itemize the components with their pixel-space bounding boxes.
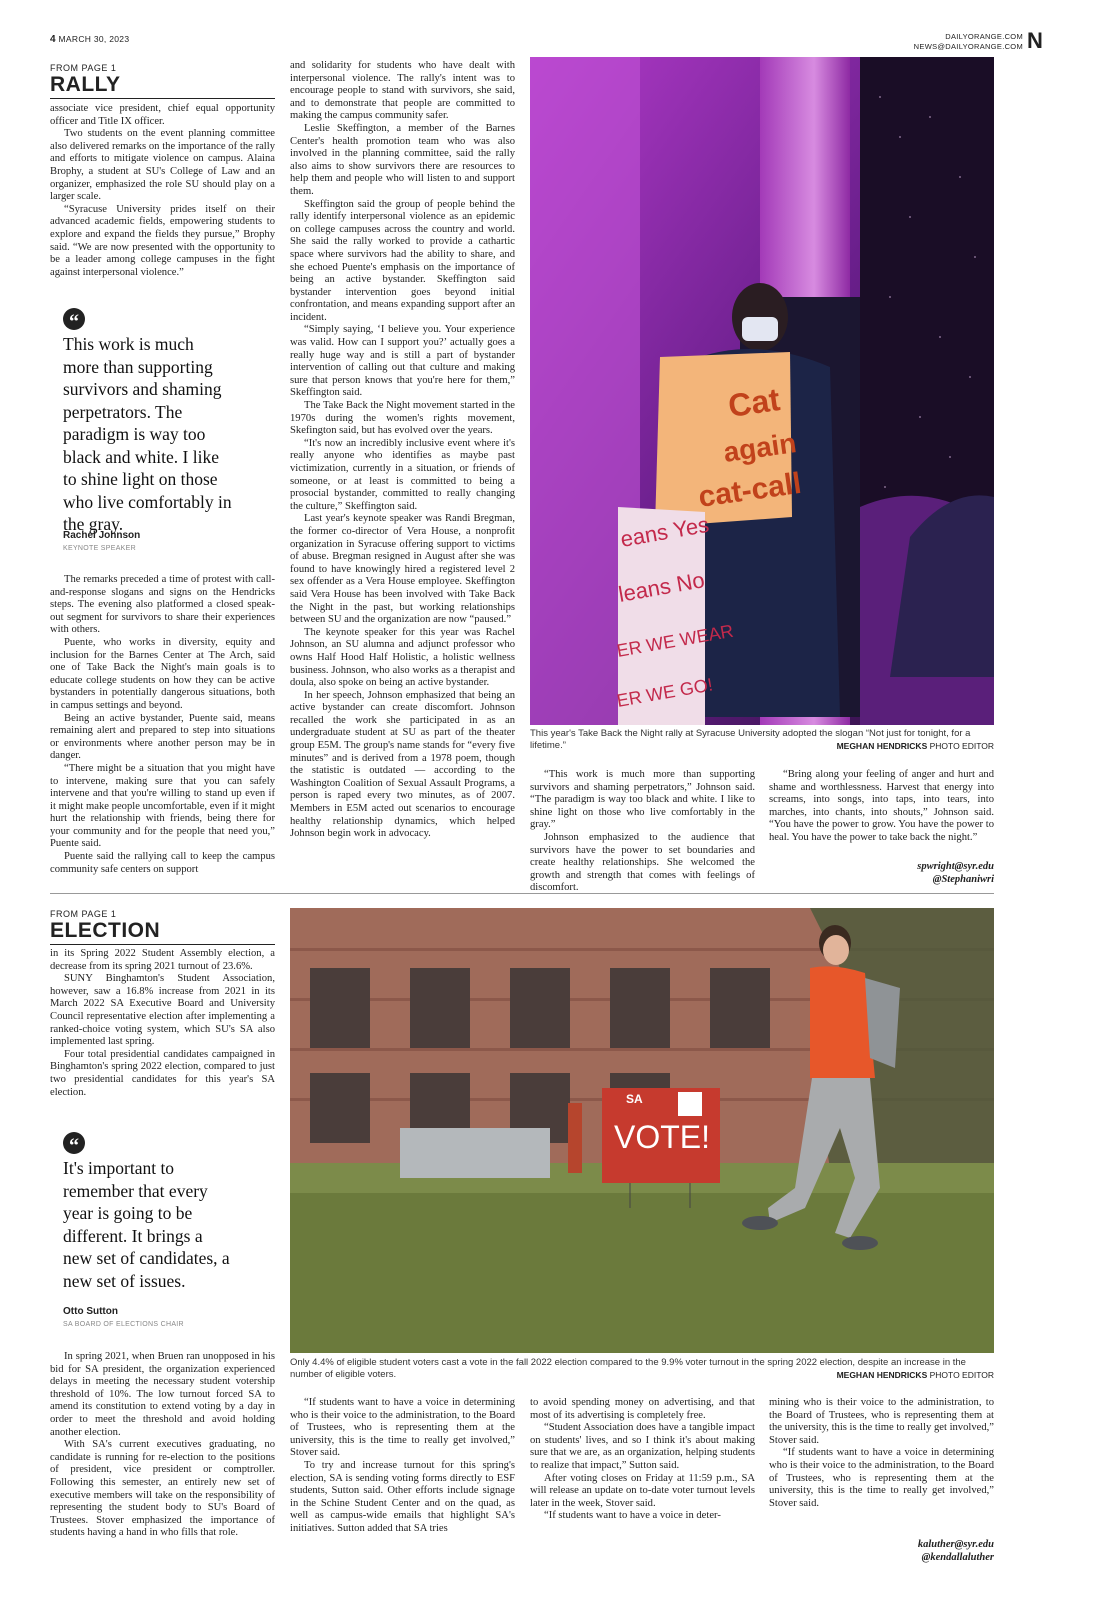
rally-col2	[290, 60, 515, 841]
election-kicker: FROM PAGE 1	[50, 909, 117, 919]
rally-quote-title: KEYNOTE SPEAKER	[63, 545, 136, 552]
rally-col3	[530, 769, 755, 895]
credit-role: PHOTO EDITOR	[929, 1370, 994, 1380]
sign-text-3: cat-call	[696, 466, 804, 514]
election-col2	[290, 1397, 515, 1536]
election-col4	[769, 1397, 994, 1510]
paragraph: Being an active bystander, Puente said, means remaining alert and prepared to step into situations or environments where another person may be in danger.	[50, 712, 275, 762]
paragraph: The Take Back the Night movement started in the 1970s during the women's rights movement, Skefington said, but has evolved over the years.	[290, 400, 515, 437]
rally-quote-name: Rachel Johnson	[63, 530, 141, 541]
section-divider	[50, 893, 994, 894]
sign-text-1: Cat	[725, 381, 783, 424]
credit-role: PHOTO EDITOR	[929, 741, 994, 751]
paragraph: Skeffington said the group of people behind the rally identify interpersonal violence as an epidemic on college campuses across the country and world. She said the rally worked to provide a cathartic space where survivors had the ability to share, and she echoed Puente's emphasis on the importance of being an active bystander. Skeffington said bystander intervention goes beyond initial confrontation, and means expanding support after an incident.	[290, 198, 515, 323]
paragraph: “This work is much more than supporting survivors and shaming perpetrators,” Johnson said. “The paradigm is way too black and white. I like to shine light on those who live comfortably in the gray.”	[530, 769, 755, 831]
rally-kicker: FROM PAGE 1	[50, 63, 117, 73]
site-link[interactable]: DAILYORANGE.COM	[945, 32, 1023, 41]
rally-photo-credit	[837, 741, 994, 751]
paragraph: “Student Association does have a tangible impact on students' lives, and so I think it's about making sure that we are, as an organization, helping students to realize that impact,” Sutton said.	[530, 1422, 755, 1471]
paragraph: The remarks preceded a time of protest with call-and-response slogans and signs on the Hendricks steps. The evening also platformed a closed speak-out segment for survivors to share their experiences with others.	[50, 574, 275, 636]
paragraph: “Simply saying, ‘I believe you. Your experience was valid. How can I support you?’ actually goes a really huge way and is still a part of bystander intervention of calling out that culture and making sure that person knows that you're here for them,” Skeffington said.	[290, 324, 515, 399]
vote-sign-text: VOTE!	[614, 1119, 711, 1155]
quote-icon: “	[63, 308, 85, 330]
paragraph: in its Spring 2022 Student Assembly election, a decrease from its spring 2021 turnout of 23.6%.	[50, 948, 275, 972]
paragraph: “If students want to have a voice in deter-	[544, 1510, 721, 1522]
paragraph: Leslie Skeffington, a member of the Barnes Center's health promotion team who was also involved in the planning committee, said the rally also aims to show survivors there are resources to help them and people who will listen to and support them.	[290, 122, 515, 197]
credit-name: MEGHAN HENDRICKS	[836, 1370, 928, 1380]
election-quote-name: Otto Sutton	[63, 1306, 118, 1317]
caption-text: Only 4.4% of eligible student voters cast a vote in the fall 2022 election compared to the 9.9% voter turnout in the spring 2022 election, despite an increase in the number of eligible voters.	[290, 1357, 966, 1380]
paragraph: “If students want to have a voice in determining who is their voice to the administration, to the Board of Trustees, who is representing them at the university, this is the time to really get involved,” Stover said.	[290, 1397, 515, 1459]
rally-col1-top	[50, 103, 275, 279]
paragraph: In her speech, Johnson emphasized that being an active bystander can create discomfort. Johnson recalled the work she participated in as an undergraduate student at SU as part of the theater group E5M. The group's name stands for “every five minutes” and is derived from a 1978 poem, though the statistic is outdated — according to the Washington Coalition of Sexual Assault Programs, a person is raped every two minutes, as of 2007. Members in E5M acted out scenarios to encourage healthy relationship dynamics, which helped Johnson begin work in advocacy.	[290, 689, 515, 840]
author-handle[interactable]: @Stephaniwri	[932, 874, 994, 885]
author-email[interactable]: kaluther@syr.edu	[917, 1539, 994, 1550]
paragraph: The keynote speaker for this year was Rachel Johnson, an SU alumna and adjunct professor who owns Half Hood Half Holistic, a holistic wellness business. Johnson, who also works as a therapist and doula, also spoke on being an active bystander.	[290, 626, 515, 689]
paragraph: Puente, who works in diversity, equity and inclusion for the Barnes Center at The Arch, said one of Take Back the Night's main goals is to educate college students on how they can be active bystanders in potentially dangerous situations, both in campus settings and beyond.	[50, 636, 275, 711]
sign2-text-3: ER WE WEAR	[615, 620, 735, 661]
daily-orange-logo: N	[1027, 28, 1043, 53]
author-handle[interactable]: @kendallaluther	[921, 1552, 994, 1563]
sign2-text-4: ER WE GO!	[615, 674, 715, 711]
rally-col4	[769, 769, 994, 845]
credit-name: MEGHAN HENDRICKS	[836, 741, 928, 751]
quote-icon: “	[63, 1132, 85, 1154]
page-header-right	[914, 32, 1023, 52]
rally-title-rule	[50, 98, 275, 99]
sign2-text-1: eans Yes	[618, 511, 711, 552]
paragraph: Four total presidential candidates campaigned in Binghamton's spring 2022 election, compared to just two presidential candidates for this year's SA election.	[50, 1048, 275, 1098]
paragraph: “If students want to have a voice in determining who is their voice to the administration, to the Board of Trustees, who is representing them at the university, this is the time to really get involved,” Stover said.	[769, 1447, 994, 1509]
paragraph: Last year's keynote speaker was Randi Bregman, the former co-director of Vera House, a nonprofit organization in Syracuse offering support to victims of abuse. Bregman resigned in August after she was found to have knowingly hired a registered level 2 sex offender as a Vera House employee. Skeffington said Vera House has been involved with Take Back the Night in the past, but working relationships between SU and the organization are now “paused.”	[290, 513, 515, 626]
paragraph: To try and increase turnout for this spring's election, SA is sending voting forms directly to ESF students, Sutton said. Other efforts include signage in the Schine Student Center and on the quad, as well as campus-wide emails that highlight SA's initiatives. Sutton added that SA tries	[290, 1459, 515, 1534]
paragraph: “There might be a situation that you might have to intervene, making sure that you can safely intervene and that you're willing to stand up even if it might make people uncomfortable, even if it might hurt the relationship with friends, being there for your community and for the people that need you,” Puente said.	[50, 762, 275, 850]
paragraph: In spring 2021, when Bruen ran unopposed in his bid for SA president, the organization experienced delays in meeting the necessary student votership threshold of 10%. The low turnout forced SA to amend its constitution to extend voting by a day in order to meet the threshold and avoid holding another election.	[50, 1351, 275, 1438]
election-quote-title: SA BOARD OF ELECTIONS CHAIR	[63, 1321, 184, 1328]
sign2-text-2: leans No	[616, 567, 707, 607]
paragraph: to avoid spending money on advertising, and that most of its advertising is completely free.	[530, 1397, 755, 1421]
election-photo	[290, 908, 994, 1353]
caption-text: This year's Take Back the Night rally at Syracuse University adopted the slogan “Not just for tonight, for a lifetime.”	[530, 728, 971, 751]
paragraph: and solidarity for students who have dealt with interpersonal violence. The rally's intent was to encourage people to stand with survivors, she said, and to demonstrate that people are committed to making the campus community safer.	[290, 60, 515, 122]
paragraph: “Syracuse University prides itself on their advanced academic fields, empowering students to explore and expand the fields they pursue,” Brophy said. “We are now presented with the opportunity to be a leader among college campuses in the fight against interpersonal violence.”	[50, 203, 275, 278]
election-col1-bottom	[50, 1351, 275, 1540]
election-signature	[918, 1538, 994, 1564]
paragraph: SUNY Binghamton's Student Association, however, saw a 16.8% increase from 2021 in its March 2022 SA Executive Board and University Council representative election after implementing a ranked-choice voting system, which SU's SA also implemented last spring.	[50, 973, 275, 1048]
email-link[interactable]: NEWS@DAILYORANGE.COM	[913, 42, 1023, 51]
paragraph: After voting closes on Friday at 11:59 p.m., SA will release an update on to-date voter turnout levels later in the week, Stover said.	[530, 1472, 755, 1509]
paragraph: “It's now an incredibly inclusive event where it's really anyone who identifies as maybe past victimization, currently in a situation, or friends of someone, or at least is committed to being a prosocial bystander, committed to really changing the culture,” Skeffington said.	[290, 437, 515, 512]
paragraph: Johnson emphasized to the audience that survivors have the power to set boundaries and create healthy relationships. She welcomed the growth and strength that comes with feelings of discomfort.	[530, 831, 755, 894]
vote-sign-logo: SA	[626, 1092, 643, 1106]
paragraph: mining who is their voice to the administration, to the Board of Trustees, who is representing them at the university, this is the time to really get involved,” Stover said.	[769, 1397, 994, 1446]
rally-col1-bottom	[50, 574, 275, 876]
election-col3	[530, 1397, 755, 1523]
author-email[interactable]: spwright@syr.edu	[917, 861, 994, 872]
election-title-rule	[50, 944, 275, 945]
election-photo-credit	[837, 1370, 994, 1380]
paragraph: With SA's current executives graduating, no candidate is running for re-election to the positions of president, vice president or comptroller. Following this semester, an entirely new set of executive members will take on the responsibility of representing the student body to SU's Board of Trustees. Stover emphasized the importance of students having a hand in who fills that role.	[50, 1439, 275, 1539]
election-col1-top	[50, 948, 275, 1099]
rally-pull-quote: This work is much more than supporting survivors and shaming perpetrators. The paradigm is way too black and white. I like to shine light on those who live comfortably in the gray.	[63, 334, 232, 534]
paragraph: “Bring along your feeling of anger and hurt and shame and worthlessness. Harvest that energy into screams, into songs, into taps, into tears, into marches, into chants, into shouts,” Johnson said. “You have the power to grow. You have the power to heal. You have the power to take back the night.”	[769, 769, 994, 843]
rally-photo	[530, 57, 994, 725]
paragraph: Puente said the rallying call to keep the campus community safe centers on support	[50, 851, 275, 875]
page-header-left	[50, 34, 129, 45]
page-number: 4	[50, 34, 56, 45]
paragraph: Two students on the event planning committee also delivered remarks on the importance of the rally and efforts to mitigate violence on campus. Alaina Brophy, a student at SU's College of Law and an organizer, emphasized the role SU should play on a larger scale.	[50, 128, 275, 203]
election-title: ELECTION	[50, 919, 161, 942]
rally-title: RALLY	[50, 73, 121, 96]
sign-text-2: again	[721, 427, 799, 468]
rally-signature	[917, 860, 994, 886]
paragraph: associate vice president, chief equal opportunity officer and Title IX officer.	[50, 103, 275, 127]
election-pull-quote: It's important to remember that every year is going to be different. It brings a new set of candidates, a new set of issues.	[63, 1158, 230, 1291]
issue-date: MARCH 30, 2023	[58, 34, 130, 44]
